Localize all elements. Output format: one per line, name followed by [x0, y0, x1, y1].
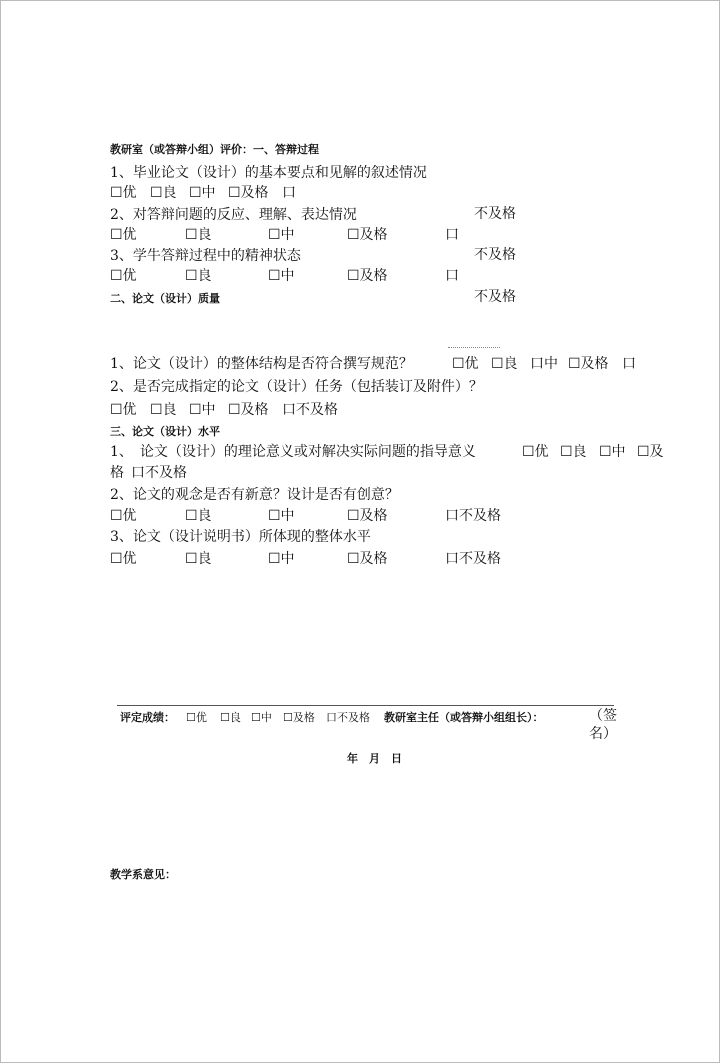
- rating-7-good[interactable]: ☐良: [185, 508, 212, 524]
- rating-8-medium[interactable]: ☐中: [268, 551, 295, 567]
- rating-4-pass[interactable]: ☐及格: [568, 356, 609, 372]
- rating-1-pass[interactable]: ☐及格: [228, 185, 269, 201]
- rating-6-pass-end: 格: [110, 465, 124, 481]
- rating-6-good[interactable]: ☐良: [560, 444, 587, 460]
- rating-2-excellent[interactable]: ☐优: [110, 227, 137, 243]
- grade-fail[interactable]: 口不及格: [326, 711, 370, 724]
- grade-good[interactable]: ☐良: [220, 711, 241, 724]
- page-title: [110, 143, 319, 157]
- rating-2-medium[interactable]: ☐中: [268, 227, 295, 243]
- rating-3-fail-box[interactable]: 口: [445, 268, 459, 284]
- section-3-title: 三、论文（设计）水平: [110, 425, 220, 438]
- grade-medium[interactable]: ☐中: [251, 711, 272, 724]
- rating-5-good[interactable]: ☐良: [150, 402, 177, 418]
- rating-5-medium[interactable]: ☐中: [189, 402, 216, 418]
- rating-3-fail-label: 不及格: [474, 289, 516, 305]
- grade-excellent[interactable]: ☐优: [186, 711, 207, 724]
- question-7: 2、论文的观念是否有新意？设计是否有创意？: [110, 487, 399, 503]
- rating-8-fail[interactable]: 口不及格: [445, 551, 501, 567]
- rating-6-excellent[interactable]: ☐优: [522, 444, 549, 460]
- header-label: 教研室（或答辩小组）评价：: [110, 143, 253, 156]
- rating-2-good[interactable]: ☐良: [185, 227, 212, 243]
- department-opinion-label: 教学系意见：: [110, 868, 176, 881]
- rating-8-excellent[interactable]: ☐优: [110, 551, 137, 567]
- rating-8-pass[interactable]: ☐及格: [347, 551, 388, 567]
- rating-4-medium[interactable]: 口中: [530, 356, 558, 372]
- faint-mark: [448, 347, 500, 349]
- rating-1-good[interactable]: ☐良: [150, 185, 177, 201]
- rating-7-pass[interactable]: ☐及格: [347, 508, 388, 524]
- signature-label: （签名）: [589, 708, 617, 742]
- rating-3-medium[interactable]: ☐中: [268, 268, 295, 284]
- rating-4-good[interactable]: ☐良: [491, 356, 518, 372]
- rating-2-pass[interactable]: ☐及格: [347, 227, 388, 243]
- rating-1-excellent[interactable]: ☐优: [110, 185, 137, 201]
- divider-line: [117, 705, 614, 706]
- rating-5-excellent[interactable]: ☐优: [110, 402, 137, 418]
- rating-4-excellent[interactable]: ☐优: [452, 356, 479, 372]
- director-label: 教研室主任（或答辩小组组长）：: [384, 711, 544, 724]
- rating-5-pass[interactable]: ☐及格: [228, 402, 269, 418]
- date-label: 年 月 日: [347, 752, 402, 765]
- grade-pass[interactable]: ☐及格: [283, 711, 315, 724]
- rating-3-excellent[interactable]: ☐优: [110, 268, 137, 284]
- rating-1-fail-label: 不及格: [474, 206, 516, 222]
- rating-1-medium[interactable]: ☐中: [189, 185, 216, 201]
- rating-3-pass[interactable]: ☐及格: [347, 268, 388, 284]
- rating-7-medium[interactable]: ☐中: [268, 508, 295, 524]
- rating-7-fail[interactable]: 口不及格: [445, 508, 501, 524]
- rating-6-pass-start[interactable]: ☐及: [637, 444, 664, 460]
- rating-3-good[interactable]: ☐良: [185, 268, 212, 284]
- question-6: 1、 论文（设计）的理论意义或对解决实际问题的指导意义: [110, 444, 476, 460]
- rating-7-excellent[interactable]: ☐优: [110, 508, 137, 524]
- question-2: 2、对答辩问题的反应、理解、表达情况: [110, 207, 357, 223]
- rating-5-fail[interactable]: 口不及格: [282, 402, 338, 418]
- question-1: 1、毕业论文（设计）的基本要点和见解的叙述情况: [110, 165, 427, 181]
- question-3: 3、学牛答辩过程中的精神状态: [110, 248, 301, 264]
- question-5: 2、是否完成指定的论文（设计）任务（包括装订及附件）？: [110, 379, 483, 395]
- rating-8-good[interactable]: ☐良: [185, 551, 212, 567]
- question-4: 1、论文（设计）的整体结构是否符合撰写规范？: [110, 356, 413, 372]
- rating-1-fail-box[interactable]: 口: [282, 185, 296, 201]
- question-8: 3、论文（设计说明书）所体现的整体水平: [110, 529, 371, 545]
- rating-6-medium[interactable]: ☐中: [599, 444, 626, 460]
- rating-2-fail-box[interactable]: 口: [445, 227, 459, 243]
- grade-label: 评定成绩：: [120, 711, 175, 724]
- rating-4-fail-box[interactable]: 口: [622, 356, 636, 372]
- section-2-title: 二、论文（设计）质量: [110, 292, 220, 305]
- rating-2-fail-label: 不及格: [474, 247, 516, 263]
- section-1-title: 一、答辩过程: [253, 143, 319, 156]
- rating-6-fail[interactable]: 口不及格: [131, 465, 187, 481]
